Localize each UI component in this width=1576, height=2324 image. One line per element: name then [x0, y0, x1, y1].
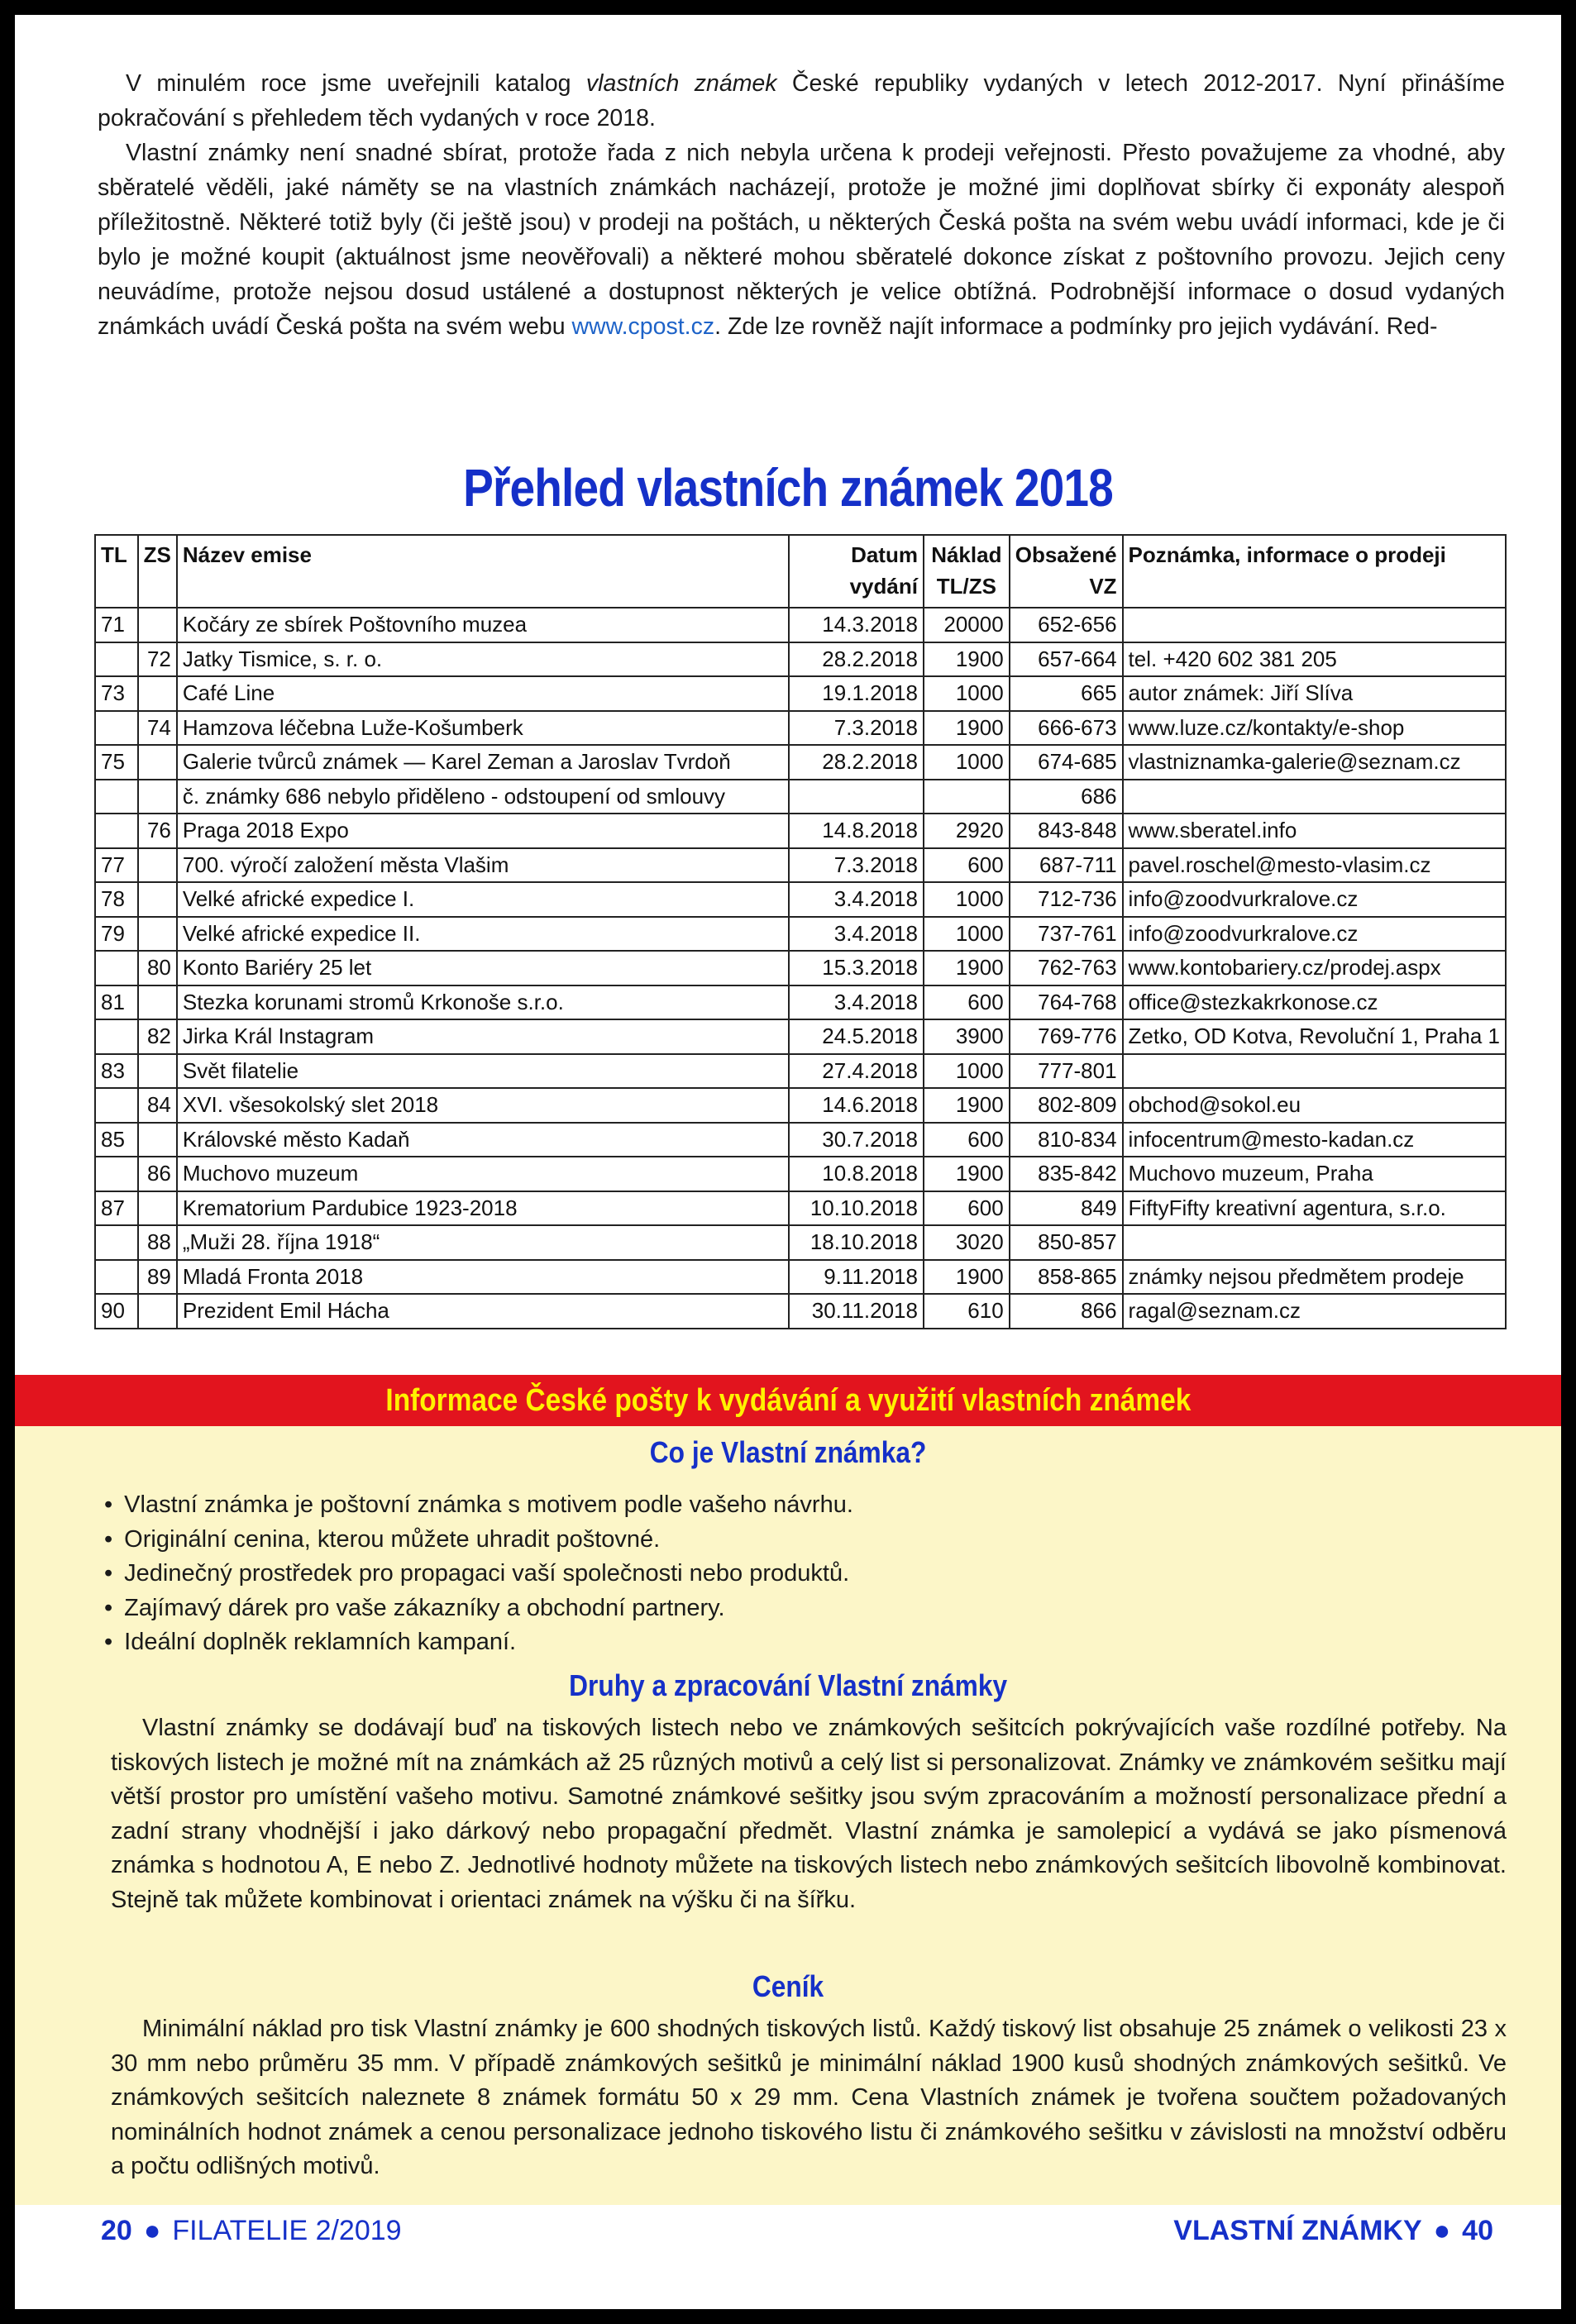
cell-tl: 83 — [95, 1054, 138, 1089]
cell-note: vlastniznamka-galerie@seznam.cz — [1123, 745, 1506, 780]
cell-note: Muchovo muzeum, Praha — [1123, 1157, 1506, 1191]
cell-name: Velké africké expedice II. — [177, 917, 789, 952]
cell-name: Prezident Emil Hácha — [177, 1294, 789, 1329]
cell-tl — [95, 711, 138, 746]
page-number-left: 20 — [101, 2215, 132, 2246]
cell-obs: 835-842 — [1010, 1157, 1123, 1191]
cell-name: Café Line — [177, 676, 789, 711]
cell-tl: 85 — [95, 1123, 138, 1157]
cell-note: pavel.roschel@mesto-vlasim.cz — [1123, 848, 1506, 883]
druhy-text: Vlastní známky se dodávají buď na tiskových listech nebo ve známkových sešitcích pokrývajících vaše rozdílné potřeby. Na tiskových listech je možné mít na známkách až 25 různých motivů a celý list si personalizovat. Známky ve známkovém sešitku mají větší prostor pro umístění vašeho motivu. Samotné známkové sešitky jsou svým zpracováním a možností personalizace přední a zadní strany vhodnější i jako dárkový nebo propagační předmět. Vlastní známka je samolepicí a vydává se jako písmenová známka s hodnotou A, E nebo Z. Jednotlivé hodnoty můžete na tiskových listech nebo známkových sešitcích libovolně kombinovat. Stejně tak můžete kombinovat i orientaci známek na výšku či na šířku. — [111, 1715, 1507, 1913]
cell-date: 3.4.2018 — [789, 882, 924, 917]
table-row — [95, 1054, 1506, 1089]
cell-name: Krematorium Pardubice 1923-2018 — [177, 1191, 789, 1226]
table-header-row — [95, 535, 1506, 608]
heading-cenik: Ceník — [752, 1969, 824, 2003]
list-item: • Ideální doplněk reklamních kampaní. — [104, 1625, 853, 1660]
cell-obs: 866 — [1010, 1294, 1123, 1329]
cell-name: Velké africké expedice I. — [177, 882, 789, 917]
cell-name: 700. výročí založení města Vlašim — [177, 848, 789, 883]
cell-date: 3.4.2018 — [789, 917, 924, 952]
cell-naklad: 610 — [924, 1294, 1010, 1329]
cell-zs — [138, 780, 177, 814]
cell-obs: 657-664 — [1010, 642, 1123, 677]
section-name: VLASTNÍ ZNÁMKY — [1173, 2215, 1422, 2246]
intro-paragraph-1: V minulém roce jsme uveřejnili katalog vlastních známek České republiky vydaných v letech 2012-2017. Nyní přinášíme pokračování s přehledem těch vydaných v roce 2018. — [98, 70, 1505, 131]
cell-name: Kočáry ze sbírek Poštovního muzea — [177, 608, 789, 642]
table-row — [95, 1019, 1506, 1054]
cell-note: www.luze.cz/kontakty/e-shop — [1123, 711, 1506, 746]
header-zs: ZS — [138, 535, 177, 608]
cell-naklad: 1900 — [924, 951, 1010, 985]
cell-note — [1123, 780, 1506, 814]
cell-tl: 79 — [95, 917, 138, 952]
cell-name: Svět filatelie — [177, 1054, 789, 1089]
cell-zs: 84 — [138, 1088, 177, 1123]
cell-naklad: 1900 — [924, 642, 1010, 677]
cell-zs — [138, 1123, 177, 1157]
cell-obs: 737-761 — [1010, 917, 1123, 952]
header-naklad: Náklad TL/ZS — [924, 535, 1010, 608]
header-name: Název emise — [177, 535, 789, 608]
cell-date: 9.11.2018 — [789, 1260, 924, 1295]
cell-zs: 88 — [138, 1225, 177, 1260]
table-row — [95, 745, 1506, 780]
table-row — [95, 951, 1506, 985]
intro-paragraph-2: Vlastní známky není snadné sbírat, protože řada z nich nebyla určena k prodeji veřejnosti. Přesto považujeme za vhodné, aby sběratelé věděli, jaké náměty se na vlastních známkách nacházejí, protože je možné jimi doplňovat sbírky či exponáty alespoň příležitostně. Některé totiž byly (či ještě jsou) v prodeji na poštách, u některých Česká pošta na svém webu uvádí informaci, kde je či bylo je možné koupit (aktuálnost jsme neověřovali) a některé mohou sběratelé dokonce získat z poštovního provozu. Jejich ceny neuvádíme, protože nejsou dosud ustálené a dostupnost některých je velice obtížná. Podrobnější informace o dosud vydaných známkách uvádí Česká pošta na svém webu www.cpost.cz. Zde lze rovněž najít informace a podmínky pro jejich vydávání. Red- — [98, 140, 1505, 340]
benefits-list — [104, 1488, 853, 1660]
table-row — [95, 814, 1506, 848]
cell-obs: 843-848 — [1010, 814, 1123, 848]
cell-name: Galerie tvůrců známek — Karel Zeman a Jaroslav Tvrdoň — [177, 745, 789, 780]
table-row — [95, 608, 1506, 642]
cell-date: 19.1.2018 — [789, 676, 924, 711]
header-note: Poznámka, informace o prodeji — [1123, 535, 1506, 608]
cell-obs: 712-736 — [1010, 882, 1123, 917]
cenik-text: Minimální náklad pro tisk Vlastní známky je 600 shodných tiskových listů. Každý tiskový list obsahuje 25 známek o velikosti 23 x 30 mm nebo průměru 35 mm. V případě známkových sešitků je minimální náklad 1900 kusů shodných známkových sešitků. Ve známkových sešitcích naleznete 8 známek formátu 50 x 29 mm. Cena Vlastních známek je tvořena součtem požadovaných nominálních hodnot známek a cenou personalizace jednoho tiskového listu či známkového sešitku v závislosti na množství odběru a počtu odlišných motivů. — [111, 2016, 1507, 2179]
table-row — [95, 642, 1506, 677]
cell-obs: 777-801 — [1010, 1054, 1123, 1089]
list-item: • Jedinečný prostředek pro propagaci vaší společnosti nebo produktů. — [104, 1557, 853, 1591]
cell-zs — [138, 1054, 177, 1089]
cell-obs: 665 — [1010, 676, 1123, 711]
cell-note: infocentrum@mesto-kadan.cz — [1123, 1123, 1506, 1157]
cell-name: Mladá Fronta 2018 — [177, 1260, 789, 1295]
table-row — [95, 1225, 1506, 1260]
cell-naklad: 1900 — [924, 1260, 1010, 1295]
cell-date: 7.3.2018 — [789, 711, 924, 746]
cell-obs: 858-865 — [1010, 1260, 1123, 1295]
cell-date: 10.8.2018 — [789, 1157, 924, 1191]
cell-date: 3.4.2018 — [789, 985, 924, 1020]
cell-note: info@zoodvurkralove.cz — [1123, 917, 1506, 952]
cell-tl — [95, 951, 138, 985]
table-row — [95, 882, 1506, 917]
cell-zs — [138, 985, 177, 1020]
table-row — [95, 1191, 1506, 1226]
cell-note: FiftyFifty kreativní agentura, s.r.o. — [1123, 1191, 1506, 1226]
cpost-link[interactable]: www.cpost.cz — [571, 313, 715, 340]
cell-tl — [95, 1225, 138, 1260]
cell-obs: 652-656 — [1010, 608, 1123, 642]
cell-naklad: 600 — [924, 1191, 1010, 1226]
cell-obs: 764-768 — [1010, 985, 1123, 1020]
table-row — [95, 1123, 1506, 1157]
header-tl: TL — [95, 535, 138, 608]
cell-zs — [138, 917, 177, 952]
cell-tl: 78 — [95, 882, 138, 917]
cell-name: č. známky 686 nebylo přiděleno - odstoupení od smlouvy — [177, 780, 789, 814]
intro-text — [98, 66, 1505, 344]
cell-naklad: 600 — [924, 848, 1010, 883]
cell-date: 14.6.2018 — [789, 1088, 924, 1123]
cell-naklad: 1900 — [924, 1088, 1010, 1123]
cell-name: Jatky Tismice, s. r. o. — [177, 642, 789, 677]
cell-tl: 90 — [95, 1294, 138, 1329]
table-row — [95, 1294, 1506, 1329]
table-row — [95, 711, 1506, 746]
cell-date: 27.4.2018 — [789, 1054, 924, 1089]
header-obsazene: Obsažené VZ — [1010, 535, 1123, 608]
cell-zs: 86 — [138, 1157, 177, 1191]
cell-naklad: 3900 — [924, 1019, 1010, 1054]
cell-naklad: 1000 — [924, 676, 1010, 711]
cell-obs: 687-711 — [1010, 848, 1123, 883]
cell-tl — [95, 814, 138, 848]
cell-zs — [138, 848, 177, 883]
heading-druhy: Druhy a zpracování Vlastní známky — [569, 1668, 1007, 1702]
cell-zs — [138, 882, 177, 917]
cell-zs: 72 — [138, 642, 177, 677]
cell-naklad: 600 — [924, 1123, 1010, 1157]
cell-note — [1123, 1054, 1506, 1089]
table-row — [95, 848, 1506, 883]
cell-name: Královské město Kadaň — [177, 1123, 789, 1157]
cell-obs: 674-685 — [1010, 745, 1123, 780]
cell-tl: 73 — [95, 676, 138, 711]
cell-date: 30.11.2018 — [789, 1294, 924, 1329]
cell-naklad: 1000 — [924, 745, 1010, 780]
info-banner: Informace České pošty k vydávání a využití vlastních známek — [15, 1375, 1561, 1426]
cell-obs: 769-776 — [1010, 1019, 1123, 1054]
cell-naklad: 1900 — [924, 711, 1010, 746]
stamps-table — [94, 534, 1507, 1329]
cell-naklad: 1000 — [924, 1054, 1010, 1089]
cell-tl: 71 — [95, 608, 138, 642]
cell-tl: 87 — [95, 1191, 138, 1226]
cell-zs: 74 — [138, 711, 177, 746]
table-row — [95, 1157, 1506, 1191]
cell-obs: 810-834 — [1010, 1123, 1123, 1157]
cell-date: 7.3.2018 — [789, 848, 924, 883]
cell-obs: 850-857 — [1010, 1225, 1123, 1260]
cell-tl — [95, 1088, 138, 1123]
cell-note: ragal@seznam.cz — [1123, 1294, 1506, 1329]
cell-date — [789, 780, 924, 814]
cell-zs — [138, 608, 177, 642]
cell-obs: 666-673 — [1010, 711, 1123, 746]
cell-note: www.sberatel.info — [1123, 814, 1506, 848]
list-item: • Zajímavý dárek pro vaše zákazníky a obchodní partnery. — [104, 1591, 853, 1626]
cell-date: 30.7.2018 — [789, 1123, 924, 1157]
cell-tl: 77 — [95, 848, 138, 883]
cell-note: Zetko, OD Kotva, Revoluční 1, Praha 1 — [1123, 1019, 1506, 1054]
cell-note — [1123, 608, 1506, 642]
cell-tl — [95, 780, 138, 814]
cell-note: autor známek: Jiří Slíva — [1123, 676, 1506, 711]
cell-obs: 802-809 — [1010, 1088, 1123, 1123]
table-row — [95, 780, 1506, 814]
cell-obs: 849 — [1010, 1191, 1123, 1226]
cell-zs — [138, 676, 177, 711]
cell-name: Hamzova léčebna Luže-Košumberk — [177, 711, 789, 746]
cell-tl — [95, 1019, 138, 1054]
cell-tl — [95, 1260, 138, 1295]
magazine-name: FILATELIE 2/2019 — [172, 2215, 402, 2246]
cell-naklad: 600 — [924, 985, 1010, 1020]
cell-naklad: 1900 — [924, 1157, 1010, 1191]
cell-tl: 81 — [95, 985, 138, 1020]
cell-note — [1123, 1225, 1506, 1260]
cell-note: tel. +420 602 381 205 — [1123, 642, 1506, 677]
cell-obs: 762-763 — [1010, 951, 1123, 985]
cell-note: info@zoodvurkralove.cz — [1123, 882, 1506, 917]
cell-name: XVI. všesokolský slet 2018 — [177, 1088, 789, 1123]
cell-name: Muchovo muzeum — [177, 1157, 789, 1191]
cell-tl: 75 — [95, 745, 138, 780]
cell-zs — [138, 1294, 177, 1329]
cell-zs: 89 — [138, 1260, 177, 1295]
table-row — [95, 985, 1506, 1020]
page-number-right: 40 — [1462, 2215, 1493, 2246]
table-body — [95, 608, 1506, 1329]
cell-date: 14.8.2018 — [789, 814, 924, 848]
cell-date: 28.2.2018 — [789, 642, 924, 677]
cell-name: Stezka korunami stromů Krkonoše s.r.o. — [177, 985, 789, 1020]
cell-naklad: 2920 — [924, 814, 1010, 848]
magazine-page — [15, 15, 1561, 2309]
header-date: Datum vydání — [789, 535, 924, 608]
table-row — [95, 1088, 1506, 1123]
cell-name: Konto Bariéry 25 let — [177, 951, 789, 985]
cell-note: www.kontobariery.cz/prodej.aspx — [1123, 951, 1506, 985]
cell-zs — [138, 1191, 177, 1226]
cell-name: Jirka Král Instagram — [177, 1019, 789, 1054]
cell-tl — [95, 1157, 138, 1191]
cell-date: 10.10.2018 — [789, 1191, 924, 1226]
cell-date: 24.5.2018 — [789, 1019, 924, 1054]
cell-zs: 76 — [138, 814, 177, 848]
table-row — [95, 676, 1506, 711]
cell-naklad — [924, 780, 1010, 814]
cell-date: 28.2.2018 — [789, 745, 924, 780]
cell-date: 14.3.2018 — [789, 608, 924, 642]
page-title: Přehled vlastních známek 2018 — [463, 458, 1113, 518]
cell-naklad: 1000 — [924, 917, 1010, 952]
cell-date: 15.3.2018 — [789, 951, 924, 985]
table-row — [95, 917, 1506, 952]
heading-co-je: Co je Vlastní známka? — [649, 1435, 927, 1469]
list-item: • Originální cenina, kterou můžete uhradit poštovné. — [104, 1523, 853, 1558]
cell-obs: 686 — [1010, 780, 1123, 814]
cell-zs: 82 — [138, 1019, 177, 1054]
cell-date: 18.10.2018 — [789, 1225, 924, 1260]
cell-name: Praga 2018 Expo — [177, 814, 789, 848]
page-footer: 20 ● FILATELIE 2/2019 VLASTNÍ ZNÁMKY ● 40 — [101, 2215, 1493, 2246]
list-item: • Vlastní známka je poštovní známka s motivem podle vašeho návrhu. — [104, 1488, 853, 1523]
cell-zs — [138, 745, 177, 780]
cell-note: známky nejsou předmětem prodeje — [1123, 1260, 1506, 1295]
cell-name: „Muži 28. října 1918“ — [177, 1225, 789, 1260]
cell-tl — [95, 642, 138, 677]
cell-naklad: 20000 — [924, 608, 1010, 642]
cell-naklad: 3020 — [924, 1225, 1010, 1260]
cell-naklad: 1000 — [924, 882, 1010, 917]
table-row — [95, 1260, 1506, 1295]
cell-note: obchod@sokol.eu — [1123, 1088, 1506, 1123]
cell-zs: 80 — [138, 951, 177, 985]
cell-note: office@stezkakrkonose.cz — [1123, 985, 1506, 1020]
